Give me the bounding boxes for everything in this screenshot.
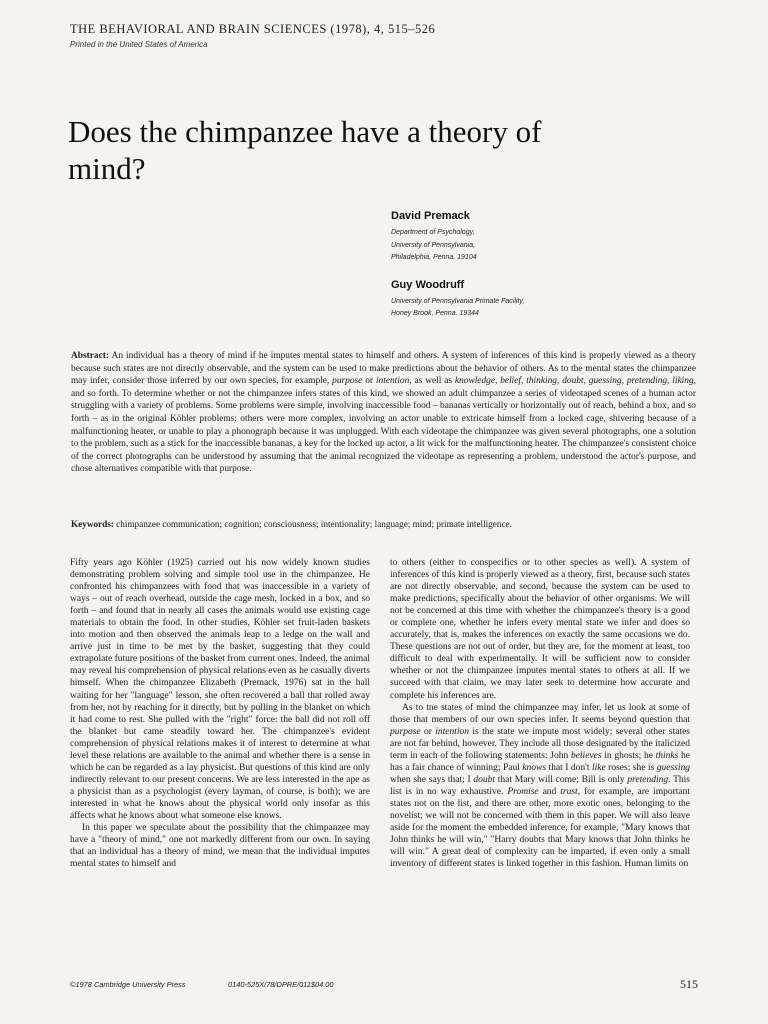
author-name: David Premack — [391, 210, 470, 222]
page-footer — [70, 977, 698, 991]
body-column-left — [70, 557, 370, 870]
author-affiliation-line: Philadelphia, Penna. 19104 — [391, 254, 477, 261]
italic-term: doubt — [473, 774, 496, 785]
abstract-text: An individual has a theory of mind if he imputes mental states to himself and others. A system of inferences of this kind is properly viewed as a theory because such states are not directly observable, and the system can be used to make predictions about the behavior of others. As to the mental states the chimpanzee may infer, consider those inferred by our own species, for example, — [71, 351, 696, 387]
author-block — [391, 210, 711, 265]
abstract-term: knowledge, belief, thinking, doubt, guessing, pretending, liking, — [454, 376, 697, 387]
italic-term: thinks — [655, 750, 679, 761]
author-affiliation-line: Department of Psychology, — [391, 229, 475, 236]
article-title: Does the chimpanzee have a theory of mind? — [68, 114, 542, 186]
author-affiliation-line: Honey Brook, Penna. 19344 — [391, 310, 479, 317]
keywords-text: chimpanzee communication; cognition; consciousness; intentionality; language; mind; primate intelligence. — [113, 519, 512, 529]
body-paragraph: to others (either to conspecifics or to other species as well). A system of inferences of this kind is properly viewed as a theory, first, because such states are not directly observable, and second, because the system can be used to make predictions, specifically about the behavior of other organisms. We will not be concerned at this time with whether the chimpanzee's theory is a good or complete one, whether he infers every mental state we infer and does so accurately, that is, makes the inferences on exactly the same occasions we do. These questions are not out of order, but they are, for the moment at least, too difficult to deal with experimentally. It will be sufficient now to consider whether or not the chimpanzee imputes mental states to others at all. If we succeed with that claim, we may later seek to determine how accurate and complete his inferences are. — [390, 558, 690, 701]
body-text: , for example, are important states not on the list, and there are other, more exotic ones, belonging to the novelist; we will not be concerned with them in this paper. We will also leave aside for the moment the embedded inference, for example, "Mary knows that John thinks he will win," "Harry doubts that Mary knows that John thinks he will win." A great deal of complexity can be imparted, if even only a small inventory of different states is linked together in this fashion. Human limits on — [390, 786, 690, 870]
body-text: and — [538, 786, 561, 797]
body-text: that Mary will come; Bill is only — [495, 774, 628, 785]
abstract-label: Abstract: — [71, 351, 110, 361]
body-text: in ghosts; he — [601, 750, 656, 761]
body-text: is the state we impute most widely; several other states are not far behind, however. They include all those designated by the italicized term in each of the following statements: John — [390, 726, 690, 761]
abstract-text: , as well as — [409, 376, 455, 387]
abstract-text: or — [362, 376, 376, 387]
italic-term: believes — [570, 750, 602, 761]
body-text: As to tne states of mind the chimpanzee may infer, let us look at some of those that members of our own species infer. It seems beyond question that — [390, 702, 690, 725]
author-name: Guy Woodruff — [391, 278, 465, 291]
author-affiliation-line: University of Pennsylvania Primate Facility, — [391, 297, 525, 305]
italic-term: purpose — [390, 726, 421, 737]
body-paragraph: In this paper we speculate about the possibility that the chimpanzee may have a "theory of mind," one not markedly different from our own. In saying that an individual has a theory of mind, we mean that the individual imputes mental states to himself and — [70, 823, 370, 870]
abstract — [71, 350, 696, 476]
abstract-term: purpose — [332, 376, 363, 387]
body-text: or — [420, 726, 436, 737]
authors-block — [391, 210, 711, 321]
italic-term: like — [591, 762, 606, 773]
body-column-right — [390, 557, 690, 870]
italic-term: Promise — [507, 786, 539, 797]
copyright-notice: ©1978 Cambridge University Press — [70, 980, 186, 989]
body-text: . This list is in no way exhaustive. — [390, 774, 690, 797]
journal-citation: THE BEHAVIORAL AND BRAIN SCIENCES (1978), 4, 515–526 — [70, 22, 436, 36]
italic-term: pretending — [627, 774, 669, 785]
body-text: he has a fair chance of winning; Paul — [390, 750, 690, 773]
body-text: roses; she is — [605, 762, 657, 773]
body-paragraph: Fifty years ago Köhler (1925) carried out his now widely known studies demonstrating problem solving and simple tool use in the chimpanzee. He confronted his chimpanzees with food that was inaccessible in a variety of ways – out of reach overhead, outside the cage mesh, locked in a box, and so forth – and found that in nearly all cases the animals would use existing cage materials to obtain the food. In other studies, Köhler set fruit-laden baskets into motion and then observed the animals leap to a ledge on the wall and arrive just in time to be met by the basket, suggesting that they could extrapolate future positions of the basket from current ones. Indeed, the animal may reveal his comprehension of physical relations even as he casually diverts himself. When the chimpanzee Elizabeth (Premack, 1976) sat in the hall waiting for her "language" lesson, she often recovered a ball that rolled away from her, not by reaching for it directly, but by pulling in the blanket on which it had come to rest. She pulled with the "right" force: the ball did not roll off the blanket but came steadily toward her. The chimpanzee's evident comprehension of physical relations makes it of interest to determine at what level these relations are available to the animal and whether there is a sense in which he can be regarded as a lay physicist. But questions of this kind are only indirectly relevant to our present concerns. We are less interested in the ape as a physicist than as a psychologist (every layman, of course, is both); we are interested in what he knows about the physical world only insofar as this affects what he knows about what someone else knows. — [70, 558, 370, 821]
italic-term: intention — [435, 726, 470, 737]
italic-term: guessing — [656, 762, 691, 773]
keywords — [71, 518, 701, 530]
italic-term: knows — [522, 762, 547, 773]
author-block — [391, 279, 711, 321]
keywords-label: Keywords: — [71, 519, 114, 529]
article-code: 0140-525X/78/DPRE/011$04.00 — [228, 980, 334, 989]
author-affiliation-line: University of Pennsylvania, — [391, 241, 476, 249]
body-paragraph — [390, 702, 690, 871]
abstract-term: intention — [375, 376, 410, 387]
abstract-text: and so forth. To determine whether or not the chimpanzee infers states of this kind, we showed an adult chimpanzee a series of videotaped scenes of a human actor struggling with a variety of problems. Some problems were simple, involving inaccessible food – bananas vertically or horizontally out of reach, behind a box, and so forth – as in the original Köhler problems; others were more complex, involving an actor unable to extricate himself from a locked cage, shivering because of a malfunctioning heater, or unable to play a phonograph because it was unplugged. With each videotape the chimpanzee was given several photographs, one a solution to the problem, such as a stick for the inaccessible bananas, a key for the locked up actor, a lit wick for the malfunctioning heater. The chimpanzee's consistent choice of the correct photographs can be understood by assuming that the animal recognized the videotape as representing a problem, understood the actor's purpose, and chose alternatives compatible with that purpose. — [71, 388, 696, 475]
body-text: that I don't — [546, 762, 592, 773]
body-text: when she says that; I — [390, 774, 474, 785]
italic-term: trust — [560, 786, 578, 797]
printed-notice: Printed in the United States of America — [70, 40, 208, 49]
page-number: 515 — [680, 977, 698, 991]
